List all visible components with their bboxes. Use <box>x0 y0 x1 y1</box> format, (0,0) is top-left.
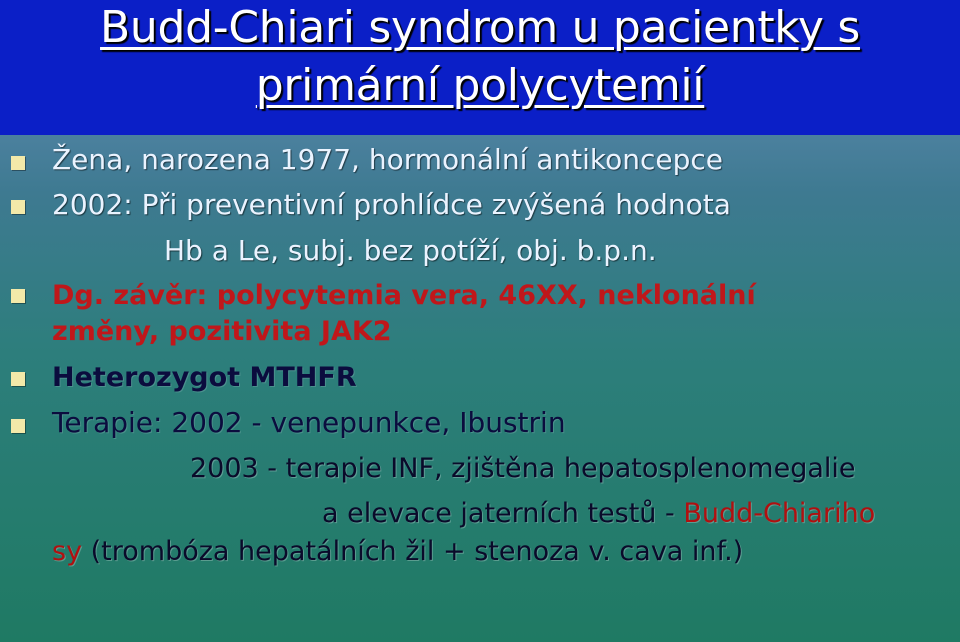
item-therapy-thrombosis <box>52 535 743 569</box>
title-line-1: Budd-Chiari syndrom u pacientky s <box>100 2 860 53</box>
item-therapy-2003: 2003 - terapie INF, zjištěna hepatosplenomegalie <box>190 453 856 484</box>
thrombosis-text: (trombóza hepatálních žil + stenoza v. cava inf.) <box>82 536 744 567</box>
item-2002-exam-cont: Hb a Le, subj. bez potíží, obj. b.p.n. <box>164 234 657 267</box>
item-patient: Žena, narozena 1977, hormonální antikoncepce <box>52 143 724 176</box>
item-2002-exam: 2002: Při preventivní prohlídce zvýšená hodnota <box>52 188 731 221</box>
bullet-icon <box>11 156 25 170</box>
budd-chiari-label: Budd-Chiariho <box>683 498 876 529</box>
liver-text: a elevace jaterních testů - <box>322 498 684 529</box>
bullet-icon <box>11 419 25 433</box>
bullet-icon <box>11 372 25 386</box>
bullet-icon <box>11 200 25 214</box>
title-line-2: primární polycytemií <box>255 60 705 111</box>
sy-label: sy <box>52 536 83 567</box>
item-therapy-liver <box>322 497 875 531</box>
item-therapy: Terapie: 2002 - venepunkce, Ibustrin <box>52 406 566 439</box>
item-diagnosis-cont: změny, pozitivita JAK2 <box>52 316 392 347</box>
item-mthfr: Heterozygot MTHFR <box>52 362 357 393</box>
bullet-icon <box>11 289 25 303</box>
item-diagnosis: Dg. závěr: polycytemia vera, 46XX, neklonální <box>52 280 756 311</box>
